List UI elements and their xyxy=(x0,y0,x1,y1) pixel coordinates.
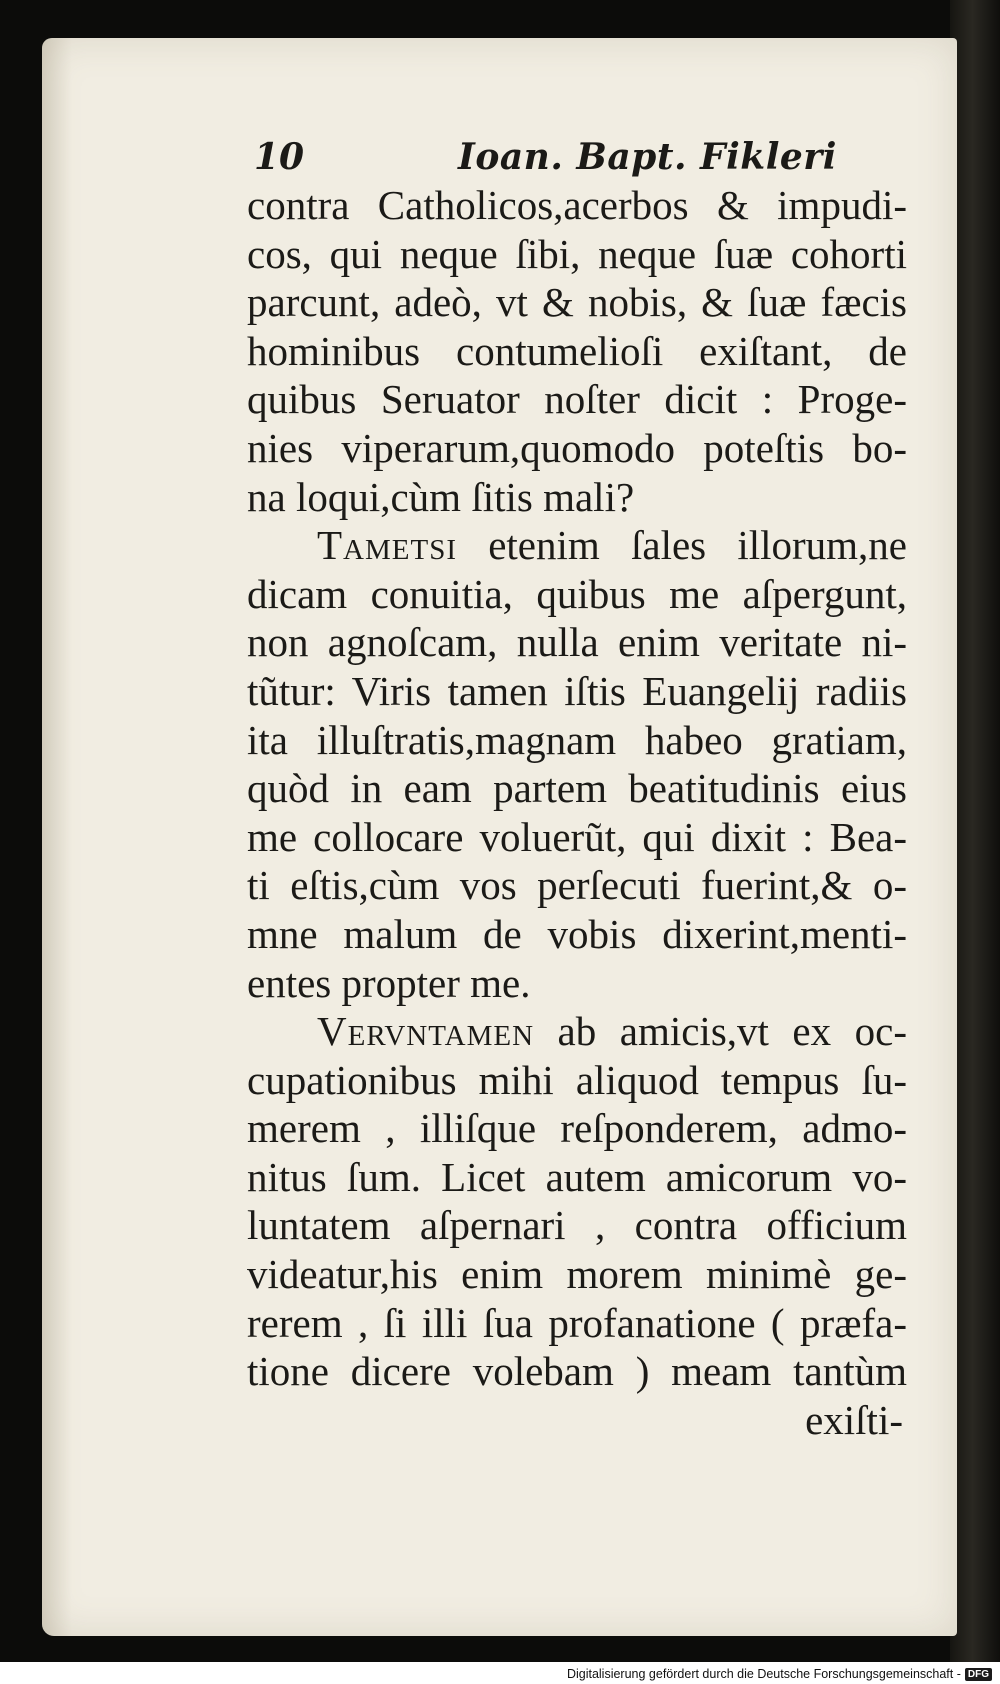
paragraph-lead-smallcaps: AMETSI xyxy=(343,534,457,567)
text-line: cos, qui neque ſibi, neque ſuæ cohorti xyxy=(247,230,907,277)
text-line: quòd in eam partem beatitudinis eius xyxy=(247,765,907,812)
text-line: nitus ſum. Licet autem amicorum vo- xyxy=(247,1153,907,1200)
text-line: rerem , ſi illi ſua profanatione ( præfa- xyxy=(247,1299,907,1346)
text-line: dicam conuitia, quibus me aſpergunt, xyxy=(247,570,907,617)
text-line: contra Catholicos,acerbos & impudi- xyxy=(247,182,907,228)
text-line: quibus Seruator noſter dicit : Proge- xyxy=(247,376,907,423)
text-line: luntatem aſpernari , contra officium xyxy=(247,1202,907,1249)
page-number: 10 xyxy=(254,136,305,178)
text-line: nies viperarum,quomodo poteſtis bo- xyxy=(247,424,907,471)
paragraph-lead-capital: T xyxy=(317,522,344,569)
adjacent-page-edge xyxy=(950,0,1000,1662)
paragraph-lead-capital: V xyxy=(317,1008,348,1055)
catchword: exiſti- xyxy=(805,1396,903,1443)
text-line: non agnoſcam, nulla enim veritate ni- xyxy=(247,619,907,666)
dfg-logo: DFG xyxy=(965,1668,992,1681)
text-line: tione dicere volebam ) meam tantùm xyxy=(247,1348,907,1395)
text-line: na loqui,cùm ſitis mali? xyxy=(247,473,635,520)
paragraph-opening-line xyxy=(247,521,907,570)
credit-text: Digitalisierung gefördert durch die Deutsche Forschungsgemeinschaft - xyxy=(566,1667,961,1681)
text-line: hominibus contumelioſi exiſtant, de xyxy=(247,327,907,374)
paragraph-lead-smallcaps: ERVNTAMEN xyxy=(347,1020,535,1053)
text-line: parcunt, adeò, vt & nobis, & ſuæ fæcis xyxy=(247,279,907,326)
paragraph-opening-text: etenim ſales illorum,ne xyxy=(488,522,908,569)
paragraph-opening-text: ab amicis,vt ex oc- xyxy=(557,1008,907,1055)
text-line: me collocare voluerũt, qui dixit : Bea- xyxy=(247,813,907,860)
text-line: ita illuſtratis,magnam habeo gratiam, xyxy=(247,716,907,763)
text-line: cupationibus mihi aliquod tempus ſu- xyxy=(247,1056,907,1103)
text-line: videatur,his enim morem minimè ge- xyxy=(247,1251,907,1298)
digitization-credit xyxy=(567,1667,992,1681)
text-line: tũtur: Viris tamen iſtis Euangelij radiis xyxy=(247,667,907,714)
book-page xyxy=(42,38,957,1636)
text-line: mne malum de vobis dixerint,menti- xyxy=(247,910,907,957)
running-head-title: Ioan. Bapt. Fikleri xyxy=(458,136,837,178)
text-line: merem , illiſque reſponderem, admo- xyxy=(247,1105,907,1152)
running-head xyxy=(42,136,957,186)
paragraph-opening-line xyxy=(247,1007,907,1056)
text-line: entes propter me. xyxy=(247,959,531,1006)
footer-bar xyxy=(0,1662,1000,1684)
text-line: ti eſtis,cùm vos perſecuti fuerint,& o- xyxy=(247,862,907,909)
body-text xyxy=(247,181,907,1444)
